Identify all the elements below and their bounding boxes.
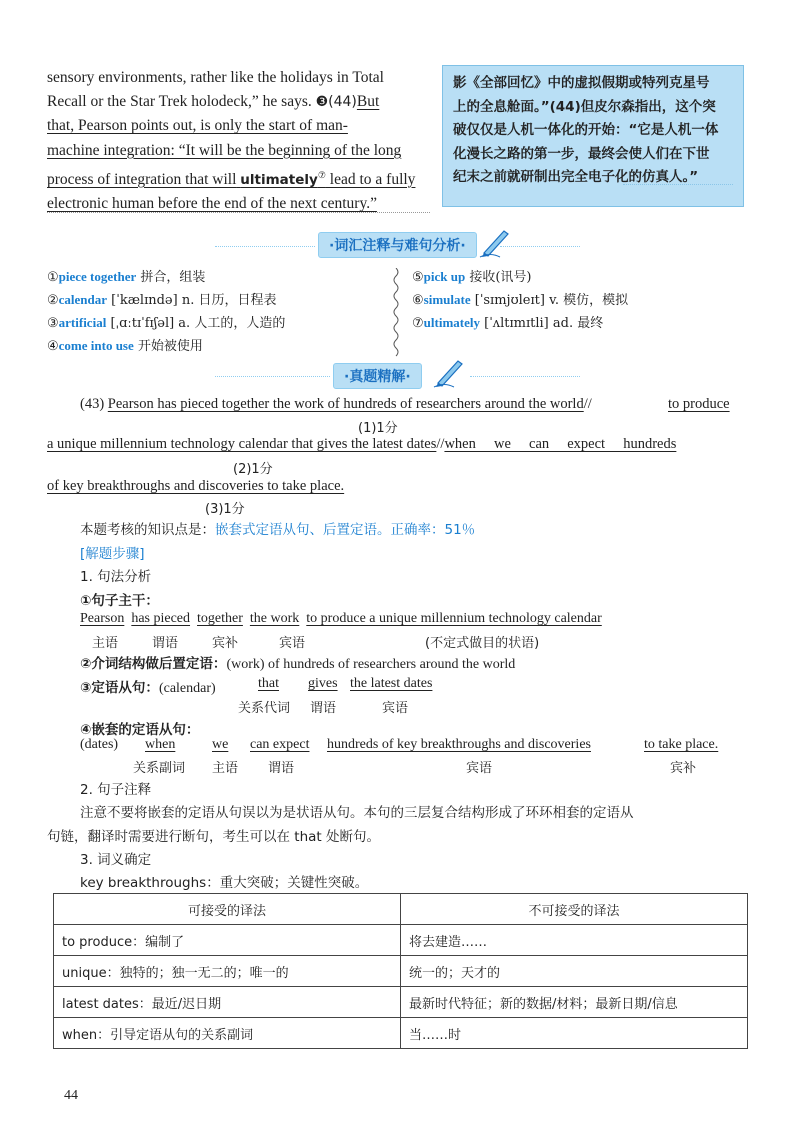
passage bbox=[47, 66, 427, 216]
vocab-num: ⑥ bbox=[412, 293, 424, 308]
vocab-left bbox=[47, 266, 285, 358]
vocab-item bbox=[47, 266, 285, 289]
table-cell: latest dates：最近/迟日期 bbox=[54, 987, 401, 1018]
attr-word: the latest dates bbox=[350, 676, 433, 691]
divider bbox=[470, 376, 580, 377]
pen-icon bbox=[432, 356, 466, 388]
section-title-vocab: ·词汇注释与难句分析· bbox=[318, 232, 477, 258]
table-row bbox=[54, 987, 748, 1018]
main-label: ①句子主干： bbox=[80, 593, 159, 609]
main-words bbox=[80, 611, 602, 627]
segment-1: Pearson has pieced together the work of hundreds of researchers around the world bbox=[107, 396, 584, 412]
table-cell: 统一的；天才的 bbox=[401, 956, 748, 987]
key-line: key breakthroughs：重大突破；关键性突破。 bbox=[80, 875, 369, 891]
wavy-divider bbox=[392, 268, 400, 358]
passage-line bbox=[47, 163, 427, 192]
passage-line: that, Pearson points out, is only the start of man- bbox=[47, 117, 348, 135]
table-row bbox=[54, 956, 748, 987]
attr-line bbox=[80, 676, 216, 697]
table-cell: unique：独特的；独一无二的；唯一的 bbox=[54, 956, 401, 987]
page-number: 44 bbox=[64, 1088, 78, 1103]
nested-word: when bbox=[145, 737, 176, 752]
table-cell: 当……时 bbox=[401, 1018, 748, 1049]
vocab-def: 开始被使用 bbox=[133, 339, 203, 354]
segment-5: of key breakthroughs and discoveries to take place. bbox=[47, 478, 345, 494]
nested-word: hundreds of key breakthroughs and discoveries bbox=[327, 737, 591, 752]
main-word: together bbox=[197, 611, 243, 626]
passage-line: electronic human before the end of the next century.” bbox=[47, 195, 377, 213]
segment-3: a unique millennium technology calendar that gives the latest dates bbox=[47, 436, 437, 452]
prep-line bbox=[80, 652, 515, 673]
role: 谓语 bbox=[310, 701, 337, 716]
translation-line: 纪末之前就研制出完全电子化的仿真人。” bbox=[453, 169, 699, 185]
nested-word: we bbox=[212, 737, 229, 752]
table-header-row bbox=[54, 894, 748, 925]
attr-word: (calendar) bbox=[158, 681, 216, 696]
vocab-item bbox=[412, 312, 628, 335]
passage-line bbox=[47, 90, 427, 114]
attr-label: ③定语从句： bbox=[80, 680, 159, 696]
table-cell: when：引导定语从句的关系副词 bbox=[54, 1018, 401, 1049]
nested-word: to take place. bbox=[644, 737, 719, 752]
knowledge-label: 本题考核的知识点是： bbox=[80, 522, 215, 538]
vocab-word: calendar bbox=[58, 292, 108, 307]
vocab-def: [ˈkælɪndə] n. 日历，日程表 bbox=[107, 293, 277, 308]
vocab-word: artificial bbox=[58, 315, 107, 330]
question-number: (43) bbox=[80, 396, 105, 412]
role: 宾语 bbox=[382, 701, 409, 716]
role: (不定式做目的状语) bbox=[425, 636, 540, 651]
separator: // bbox=[583, 396, 592, 412]
score-3: (3)1分 bbox=[205, 502, 245, 517]
table-row bbox=[54, 1018, 748, 1049]
vocab-word: piece together bbox=[58, 269, 137, 284]
vocab-word: ultimately bbox=[423, 315, 480, 330]
vocab-item bbox=[412, 266, 628, 289]
divider bbox=[215, 376, 330, 377]
translation-box bbox=[442, 65, 744, 207]
divider bbox=[215, 246, 315, 247]
vocab-num: ① bbox=[47, 270, 59, 285]
step-1-heading: 1. 句法分析 bbox=[80, 569, 152, 585]
segment-4: when we can expect hundreds bbox=[444, 436, 677, 452]
divider bbox=[500, 246, 580, 247]
role: 宾补 bbox=[670, 761, 697, 776]
segment-2: to produce bbox=[668, 396, 730, 412]
main-word: the work bbox=[249, 611, 300, 626]
separator: // bbox=[436, 436, 445, 452]
pen-icon bbox=[478, 226, 512, 258]
vocab-item bbox=[47, 312, 285, 335]
attr-word: that bbox=[258, 676, 279, 691]
translation-line: 影《全部回忆》中的虚拟假期或特列克星号 bbox=[453, 75, 710, 91]
role: 谓语 bbox=[268, 761, 295, 776]
table-header: 可接受的译法 bbox=[54, 894, 401, 925]
main-word: to produce a unique millennium technology calendar bbox=[306, 611, 602, 626]
role: 宾语 bbox=[466, 761, 493, 776]
divider bbox=[47, 212, 430, 213]
vocab-def: 接收(讯号) bbox=[465, 270, 532, 285]
vocab-item bbox=[47, 335, 285, 358]
vocab-def: 拼合，组装 bbox=[136, 270, 206, 285]
prep-label: ②介词结构做后置定语： bbox=[80, 656, 227, 672]
passage-text: process of integration that will bbox=[47, 170, 237, 188]
table-cell: 最新时代特征；新的数据/材料；最新日期/信息 bbox=[401, 987, 748, 1018]
vocab-word: come into use bbox=[58, 338, 134, 353]
question-line-1 bbox=[80, 396, 592, 413]
ultimately-word: ultimately bbox=[240, 171, 318, 188]
vocab-num: ⑤ bbox=[412, 270, 424, 285]
question-line-2 bbox=[47, 436, 676, 453]
nested-label: ④嵌套的定语从句： bbox=[80, 722, 200, 738]
vocab-right bbox=[412, 266, 628, 335]
vocab-num: ⑦ bbox=[412, 316, 424, 331]
step-2-heading: 2. 句子注释 bbox=[80, 782, 152, 798]
q44-marker: ❸(44) bbox=[315, 94, 357, 111]
table-cell: 将去建造…… bbox=[401, 925, 748, 956]
divider bbox=[623, 184, 733, 185]
main-word: has pieced bbox=[131, 611, 191, 626]
but-word: But bbox=[356, 93, 380, 111]
nested-word: can expect bbox=[250, 737, 310, 752]
role: 宾补 bbox=[212, 636, 239, 651]
translation-line: 上的全息舱面。”(44)但皮尔森指出，这个突 bbox=[453, 98, 716, 115]
prep-text: (work) of hundreds of researchers around the world bbox=[226, 657, 516, 672]
knowledge-line bbox=[80, 518, 475, 538]
section-title-exam: ·真题精解· bbox=[333, 363, 422, 389]
role: 谓语 bbox=[152, 636, 179, 651]
vocab-num: ② bbox=[47, 293, 59, 308]
vocab-def: [ˌɑːtɪˈfɪʃəl] a. 人工的，人造的 bbox=[106, 316, 286, 331]
role: 主语 bbox=[212, 761, 239, 776]
role: 宾语 bbox=[279, 636, 306, 651]
role: 关系副词 bbox=[133, 761, 186, 776]
step-3-heading: 3. 词义确定 bbox=[80, 852, 152, 868]
passage-text: lead to a fully bbox=[325, 170, 416, 188]
vocab-num: ③ bbox=[47, 316, 59, 331]
table-cell: to produce：编制了 bbox=[54, 925, 401, 956]
vocab-item bbox=[47, 289, 285, 312]
translation-line: 化漫长之路的第一步，最终会使人们在下世 bbox=[453, 145, 710, 162]
vocab-item bbox=[412, 289, 628, 312]
attr-word: gives bbox=[308, 676, 338, 691]
translation-table bbox=[53, 893, 748, 1049]
score-1: (1)1分 bbox=[358, 421, 398, 436]
passage-text: Recall or the Star Trek holodeck,” he says. bbox=[47, 93, 312, 111]
vocab-def: [ˈʌltɪmɪtli] ad. 最终 bbox=[479, 316, 604, 331]
footnote-mark: ⑦ bbox=[317, 169, 326, 180]
table-row bbox=[54, 925, 748, 956]
vocab-word: pick up bbox=[423, 269, 466, 284]
translation-line: 破仅仅是人机一体化的开始：“它是人机一体 bbox=[453, 122, 719, 138]
vocab-def: [ˈsɪmjʊleɪt] v. 模仿，模拟 bbox=[470, 293, 629, 308]
table-header: 不可接受的译法 bbox=[401, 894, 748, 925]
vocab-word: simulate bbox=[423, 292, 471, 307]
role: 关系代词 bbox=[238, 701, 291, 716]
knowledge-value: 嵌套式定语从句、后置定语。正确率：51％ bbox=[215, 522, 476, 538]
note-line: 注意不要将嵌套的定语从句误以为是状语从句。本句的三层复合结构形成了环环相套的定语从 bbox=[80, 805, 634, 821]
role: 主语 bbox=[92, 636, 119, 651]
vocab-num: ④ bbox=[47, 339, 59, 354]
nested-word: (dates) bbox=[80, 737, 119, 752]
score-2: (2)1分 bbox=[233, 462, 273, 477]
passage-line: sensory environments, rather like the holidays in Total bbox=[47, 69, 384, 86]
steps-label: [解题步骤] bbox=[80, 546, 145, 562]
main-word: Pearson bbox=[80, 611, 125, 626]
note-line: 句链，翻译时需要进行断句，考生可以在 that 处断句。 bbox=[47, 829, 380, 845]
passage-line: machine integration: “It will be the beginning of the long bbox=[47, 141, 402, 159]
